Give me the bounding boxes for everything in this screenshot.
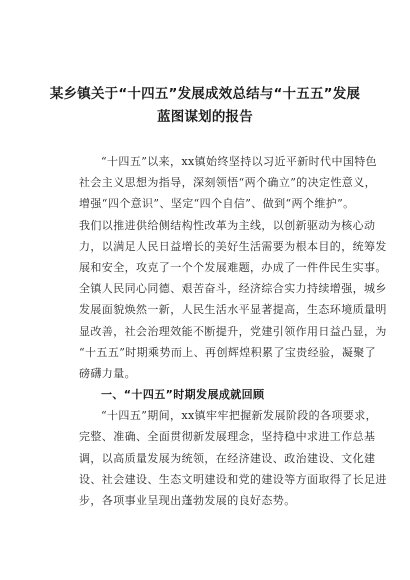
paragraph-1-line: 发展面貌焕然一新，人民生活水平显著提高，生态环境质量明 <box>79 303 387 317</box>
paragraph-2-line: “十四五”期间，xx镇牢牢把握新发展阶段的各项要求， <box>101 409 378 423</box>
paragraph-1-line: 我们以推进供给侧结构性改革为主线，以创新驱动为核心动 <box>79 218 376 232</box>
report-title-line-1: 某乡镇关于“十四五”发展成效总结与“十五五”发展 <box>49 86 361 102</box>
paragraph-1-line: “十四五”以来，xx镇始终坚持以习近平新时代中国特色 <box>101 155 378 168</box>
paragraph-1-line: “十五五”时期乘势而上、再创辉煌积累了宝贵经验，凝聚了 <box>79 345 377 359</box>
paragraph-1-line: 磅礴力量。 <box>79 366 136 380</box>
report-title-line-2: 蓝图谋划的报告 <box>157 109 253 125</box>
paragraph-1-line: 显改善，社会治理效能不断提升，党建引领作用日益凸显，为 <box>79 324 387 338</box>
paragraph-1-line: 展和安全，攻克了一个个发展难题，办成了一件件民生实事。 <box>79 260 387 274</box>
paragraph-1-line: 增强“四个意识”、坚定“四个自信”、做到“两个维护”。 <box>79 197 355 211</box>
section-1-heading: 一、“十四五”时期发展成就回顾 <box>101 388 265 402</box>
paragraph-2-line: 设、社会建设、生态文明建设和党的建设等方面取得了长足进 <box>79 472 387 486</box>
paragraph-1-line: 力，以满足人民日益增长的美好生活需要为根本目的，统筹发 <box>79 239 387 253</box>
paragraph-1-line: 社会主义思想为指导，深刻领悟“两个确立”的决定性意义， <box>79 176 377 190</box>
paragraph-2-line: 调，以高质量发展为统领，在经济建设、政治建设、文化建 <box>79 451 376 465</box>
paragraph-2-line: 完整、准确、全面贯彻新发展理念，坚持稳中求进工作总基 <box>79 430 376 444</box>
paragraph-1-line: 全镇人民同心同德、艰苦奋斗，经济综合实力持续增强，城乡 <box>79 282 387 296</box>
paragraph-2-line: 步，各项事业呈现出蓬勃发展的良好态势。 <box>79 494 296 507</box>
report-body <box>79 151 387 511</box>
